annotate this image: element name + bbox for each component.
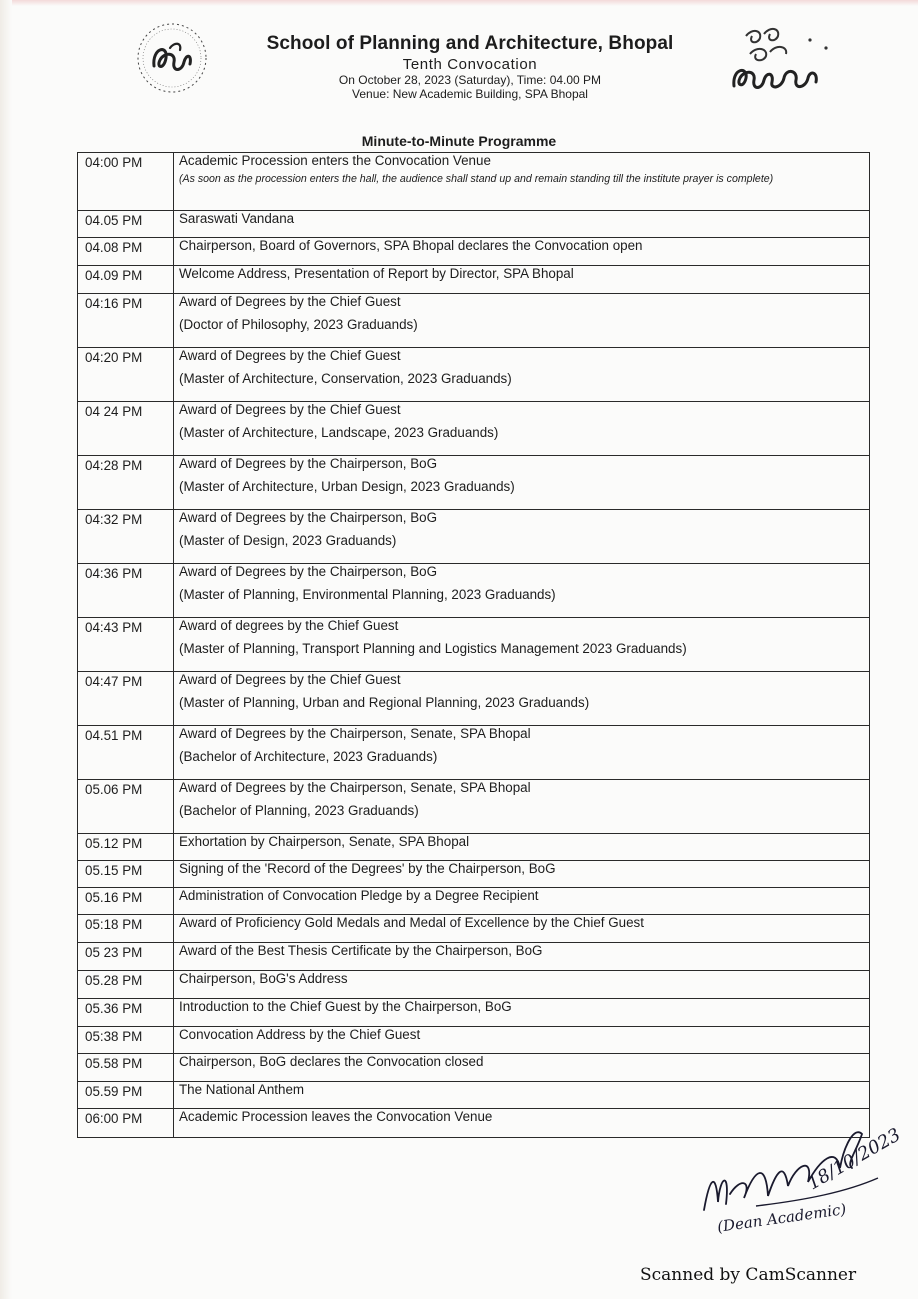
row-description	[174, 510, 870, 564]
dean-signature	[696, 1106, 902, 1246]
row-text: Award of the Best Thesis Certificate by the Chairperson, BoG	[179, 943, 543, 958]
table-row	[78, 510, 870, 564]
row-description	[174, 402, 870, 456]
table-row	[78, 456, 870, 510]
row-time: 04 24 PM	[78, 402, 174, 456]
row-text: Chairperson, BoG declares the Convocation closed	[179, 1054, 484, 1069]
row-text: Award of Degrees by the Chief Guest	[179, 294, 401, 309]
row-time: 05.15 PM	[78, 861, 174, 888]
row-subtext: (Master of Planning, Urban and Regional Planning, 2023 Graduands)	[179, 695, 590, 710]
table-row	[78, 672, 870, 726]
table-row	[78, 726, 870, 780]
table-row	[78, 915, 870, 943]
row-time: 04.08 PM	[78, 238, 174, 266]
row-text: Introduction to the Chief Guest by the Chairperson, BoG	[179, 999, 512, 1014]
programme-table	[77, 152, 870, 1138]
table-row	[78, 888, 870, 915]
row-description	[174, 888, 870, 915]
row-description	[174, 266, 870, 294]
row-time: 05.36 PM	[78, 999, 174, 1027]
row-text: Award of degrees by the Chief Guest	[179, 618, 399, 633]
row-text: Award of Degrees by the Chief Guest	[179, 672, 401, 687]
row-subtext: (Master of Planning, Transport Planning and Logistics Management 2023 Graduands)	[179, 641, 687, 656]
row-text: Award of Degrees by the Chairperson, BoG	[179, 564, 438, 579]
row-text: Welcome Address, Presentation of Report by Director, SPA Bhopal	[179, 266, 574, 281]
row-text: The National Anthem	[179, 1082, 305, 1097]
table-row	[78, 266, 870, 294]
row-description	[174, 238, 870, 266]
row-subtext: (Master of Planning, Environmental Planning, 2023 Graduands)	[179, 587, 556, 602]
row-text: Academic Procession enters the Convocation Venue	[179, 153, 491, 168]
institute-seal-logo	[126, 18, 218, 98]
row-text: Chairperson, Board of Governors, SPA Bhopal declares the Convocation open	[179, 238, 643, 253]
row-description	[174, 726, 870, 780]
table-row	[78, 1054, 870, 1082]
row-note: (As soon as the procession enters the hall, the audience shall stand up and remain standing till the institute prayer is complete)	[179, 173, 774, 185]
table-row	[78, 211, 870, 238]
table-row	[78, 834, 870, 861]
row-time: 04:28 PM	[78, 456, 174, 510]
row-subtext: (Bachelor of Planning, 2023 Graduands)	[179, 803, 419, 818]
row-description	[174, 780, 870, 834]
row-subtext: (Master of Architecture, Urban Design, 2023 Graduands)	[179, 479, 515, 494]
row-subtext: (Doctor of Philosophy, 2023 Graduands)	[179, 317, 418, 332]
table-row	[78, 564, 870, 618]
row-time: 04:43 PM	[78, 618, 174, 672]
row-text: Chairperson, BoG's Address	[179, 971, 348, 986]
row-description	[174, 672, 870, 726]
row-text: Saraswati Vandana	[179, 211, 295, 226]
signature-date: 18/10/2023	[804, 1124, 902, 1195]
row-time: 05.58 PM	[78, 1054, 174, 1082]
row-description	[174, 564, 870, 618]
table-row	[78, 943, 870, 971]
row-time: 05.12 PM	[78, 834, 174, 861]
row-time: 04:36 PM	[78, 564, 174, 618]
convocation-date-time: On October 28, 2023 (Saturday), Time: 04.00 PM	[338, 73, 602, 87]
row-description	[174, 456, 870, 510]
table-row	[78, 294, 870, 348]
row-text: Award of Proficiency Gold Medals and Medal of Excellence by the Chief Guest	[179, 915, 644, 930]
table-row	[78, 861, 870, 888]
row-description	[174, 294, 870, 348]
row-text: Award of Degrees by the Chief Guest	[179, 402, 401, 417]
table-row	[78, 348, 870, 402]
row-time: 04.09 PM	[78, 266, 174, 294]
row-text: Award of Degrees by the Chairperson, Senate, SPA Bhopal	[179, 726, 531, 741]
row-description	[174, 971, 870, 999]
row-time: 04.51 PM	[78, 726, 174, 780]
row-time: 04:32 PM	[78, 510, 174, 564]
table-row	[78, 1027, 870, 1054]
row-description	[174, 861, 870, 888]
row-description	[174, 618, 870, 672]
row-time: 04.05 PM	[78, 211, 174, 238]
row-time: 04:00 PM	[78, 153, 174, 211]
row-text: Convocation Address by the Chief Guest	[179, 1027, 421, 1042]
row-time: 04:16 PM	[78, 294, 174, 348]
table-row	[78, 999, 870, 1027]
row-description	[174, 211, 870, 238]
row-description	[174, 999, 870, 1027]
row-subtext: (Master of Architecture, Landscape, 2023 Graduands)	[179, 425, 499, 440]
scanner-watermark: Scanned by CamScanner	[640, 1265, 857, 1285]
row-description	[174, 1027, 870, 1054]
row-time: 05.59 PM	[78, 1082, 174, 1109]
row-text: Exhortation by Chairperson, Senate, SPA Bhopal	[179, 834, 470, 849]
row-time: 05.06 PM	[78, 780, 174, 834]
table-row	[78, 780, 870, 834]
table-row	[78, 402, 870, 456]
row-description	[174, 1082, 870, 1109]
row-time: 04:20 PM	[78, 348, 174, 402]
institute-emblem-logo	[726, 24, 830, 96]
table-row	[78, 971, 870, 999]
row-time: 05:38 PM	[78, 1027, 174, 1054]
scan-shadow-left	[0, 0, 12, 1299]
institution-name: School of Planning and Architecture, Bhopal	[266, 33, 674, 54]
row-subtext: (Master of Architecture, Conservation, 2023 Graduands)	[179, 371, 512, 386]
row-description	[174, 348, 870, 402]
row-description	[174, 153, 870, 211]
row-description	[174, 915, 870, 943]
table-row	[78, 1082, 870, 1109]
row-description	[174, 834, 870, 861]
row-text: Award of Degrees by the Chairperson, BoG	[179, 510, 438, 525]
row-text: Administration of Convocation Pledge by a Degree Recipient	[179, 888, 539, 903]
row-description	[174, 1054, 870, 1082]
row-text: Academic Procession leaves the Convocation Venue	[179, 1109, 493, 1124]
row-description	[174, 943, 870, 971]
row-time: 06:00 PM	[78, 1109, 174, 1138]
row-text: Award of Degrees by the Chairperson, Senate, SPA Bhopal	[179, 780, 531, 795]
programme-title: Minute-to-Minute Programme	[361, 133, 557, 149]
convocation-venue: Venue: New Academic Building, SPA Bhopal	[352, 87, 588, 101]
row-time: 05.28 PM	[78, 971, 174, 999]
row-time: 04:47 PM	[78, 672, 174, 726]
convocation-title: Tenth Convocation	[402, 56, 538, 73]
scan-shadow-top	[0, 0, 918, 6]
row-subtext: (Master of Design, 2023 Graduands)	[179, 533, 397, 548]
row-time: 05.16 PM	[78, 888, 174, 915]
row-subtext: (Bachelor of Architecture, 2023 Graduands)	[179, 749, 438, 764]
signature-designation: (Dean Academic)	[716, 1200, 848, 1236]
document-header	[230, 33, 710, 101]
row-text: Signing of the 'Record of the Degrees' by the Chairperson, BoG	[179, 861, 556, 876]
row-time: 05:18 PM	[78, 915, 174, 943]
table-row	[78, 153, 870, 211]
row-time: 05 23 PM	[78, 943, 174, 971]
row-text: Award of Degrees by the Chairperson, BoG	[179, 456, 438, 471]
table-row	[78, 238, 870, 266]
table-row	[78, 618, 870, 672]
row-text: Award of Degrees by the Chief Guest	[179, 348, 401, 363]
